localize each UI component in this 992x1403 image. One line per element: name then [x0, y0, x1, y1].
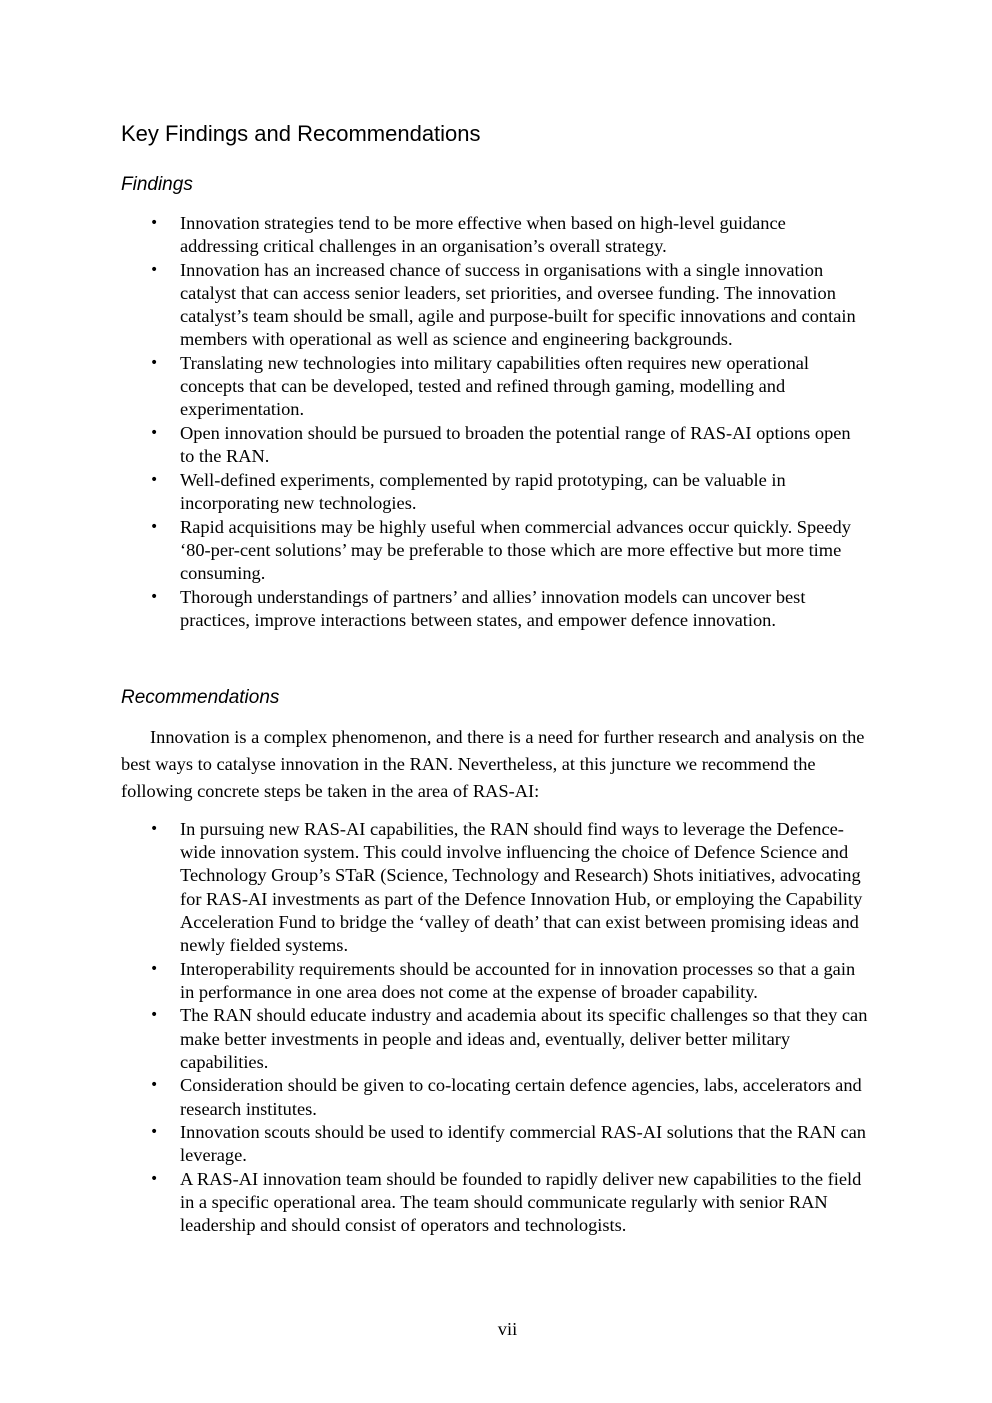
- findings-item: [121, 469, 868, 515]
- findings-item: [121, 586, 868, 632]
- findings-heading: Findings: [121, 174, 193, 195]
- findings-item-text: Innovation strategies tend to be more effective when based on high-level guidance addressing critical challenges in an organisation’s overall strategy.: [180, 213, 786, 257]
- findings-item: [121, 259, 868, 352]
- recommendations-item: [121, 1074, 868, 1120]
- bullet-icon: •: [150, 960, 159, 977]
- recommendations-item-text: Interoperability requirements should be accounted for in innovation processes so that a gain in performance in one area does not come at the expense of broader capability.: [180, 958, 856, 1002]
- recommendations-item: [121, 1004, 868, 1074]
- bullet-icon: •: [150, 518, 159, 535]
- findings-item: [121, 516, 868, 586]
- bullet-icon: •: [150, 355, 159, 371]
- recommendations-item: [121, 1168, 868, 1238]
- findings-item: [121, 422, 868, 468]
- page-number: vii: [497, 1319, 518, 1339]
- findings-item: [121, 212, 868, 258]
- bullet-icon: •: [150, 588, 159, 605]
- recommendations-item: [121, 958, 868, 1004]
- findings-item-text: Open innovation should be pursued to broaden the potential range of RAS-AI options open to the RAN.: [180, 423, 851, 467]
- page-title: Key Findings and Recommendations: [121, 121, 481, 146]
- recommendations-item-text: In pursuing new RAS-AI capabilities, the RAN should find ways to leverage the Defence-wide innovation system. This could involve influencing the choice of Defence Science and Technology Group’s STaR (Science, Technology and Research) Shots initiatives, advocating for RAS-AI investments as part of the Defence Innovation Hub, or employing the Capability Acceleration Fund to bridge the ‘valley of death’ that can exist between promising ideas and newly fielded systems.: [180, 819, 863, 956]
- bullet-icon: •: [150, 471, 159, 488]
- findings-list: [121, 212, 881, 632]
- bullet-icon: •: [150, 821, 159, 837]
- findings-item-text: Well-defined experiments, complemented by rapid prototyping, can be valuable in incorporating new technologies.: [180, 469, 786, 513]
- bullet-icon: •: [150, 1007, 159, 1024]
- bullet-icon: •: [150, 1171, 159, 1187]
- recommendations-item: [121, 818, 868, 957]
- recommendations-intro: Innovation is a complex phenomenon, and there is a need for further research and analysis on the best ways to catalyse innovation in the RAN. Nevertheless, at this juncture we recommend the following concrete steps be taken in the area of RAS-AI:: [121, 727, 865, 801]
- bullet-icon: •: [150, 1077, 159, 1094]
- recommendations-item-text: Consideration should be given to co-locating certain defence agencies, labs, accelerators and research institutes.: [180, 1075, 862, 1119]
- findings-item-text: Translating new technologies into military capabilities often requires new operational concepts that can be developed, tested and refined through gaming, modelling and experimentation.: [180, 353, 810, 420]
- bullet-icon: •: [150, 215, 159, 231]
- bullet-icon: •: [150, 261, 159, 278]
- findings-item-text: Thorough understandings of partners’ and allies’ innovation models can uncover best practices, improve interactions between states, and empower defence innovation.: [180, 586, 806, 630]
- recommendations-item: [121, 1121, 868, 1167]
- recommendations-item-text: Innovation scouts should be used to identify commercial RAS-AI solutions that the RAN can leverage.: [180, 1122, 866, 1166]
- bullet-icon: •: [150, 1124, 159, 1141]
- findings-item-text: Innovation has an increased chance of success in organisations with a single innovation catalyst that can access senior leaders, set priorities, and oversee funding. The innovation catalyst’s team should be small, agile and purpose-built for specific innovations and contain members with operational as well as science and engineering backgrounds.: [180, 259, 856, 350]
- findings-item: [121, 352, 868, 422]
- findings-item-text: Rapid acquisitions may be highly useful when commercial advances occur quickly. Speedy ‘80-per-cent solutions’ may be preferable to those which are more effective but more time consuming.: [180, 516, 851, 583]
- recommendations-list: [121, 818, 881, 1238]
- recommendations-item-text: A RAS-AI innovation team should be founded to rapidly deliver new capabilities to the field in a specific operational area. The team should communicate regularly with senior RAN leadership and should consist of operators and technologists.: [180, 1169, 862, 1236]
- recommendations-heading: Recommendations: [121, 687, 280, 708]
- recommendations-item-text: The RAN should educate industry and academia about its specific challenges so that they can make better investments in people and ideas and, eventually, deliver better military capabilities.: [180, 1005, 868, 1072]
- bullet-icon: •: [150, 425, 159, 441]
